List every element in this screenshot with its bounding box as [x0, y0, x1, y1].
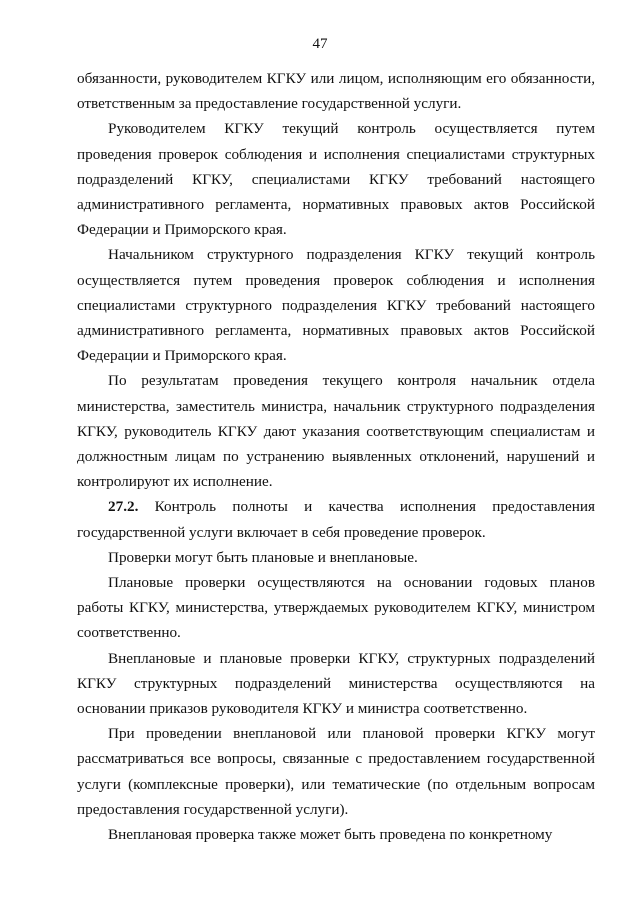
paragraph-text: Контроль полноты и качества исполнения предоставления государственной услуги включает в себя проведение проверок. — [77, 498, 596, 541]
paragraph-text: Внеплановые и плановые проверки КГКУ, структурных подразделений КГКУ структурных подразделений министерства осуществляются на основании приказов руководителя КГКУ и министра соответственно. — [77, 649, 595, 718]
paragraph-text: обязанности, руководителем КГКУ или лицом, исполняющим его обязанности, ответственным за предоставление государственной услуги. — [77, 70, 595, 113]
paragraph-division-control — [77, 242, 595, 368]
paragraph-text: При проведении внеплановой или плановой проверки КГКУ могут рассматриваться все вопросы, связанные с предоставлением государственной услуги (комплексные проверки), или тематические (по отдельным вопросам предоставления государственной услуги). — [77, 725, 595, 818]
paragraph-text: Внеплановая проверка также может быть проведена по конкретному — [108, 826, 553, 844]
paragraph-unplanned-specific — [77, 822, 595, 847]
paragraph-text: Руководителем КГКУ текущий контроль осуществляется путем проведения проверок соблюдения и исполнения специалистами структурных подразделений КГКУ, специалистами КГКУ требований настоящего административного регламента, нормативных правовых актов Российской Федерации и Приморского края. — [77, 120, 595, 239]
paragraph-control-results — [77, 368, 595, 494]
paragraph-text: Начальником структурного подразделения КГКУ текущий контроль осуществляется путем проведения проверок соблюдения и исполнения специалистами структурного подразделения КГКУ требований настоящего административного регламента, нормативных правовых актов Российской Федерации и Приморского края. — [77, 246, 595, 365]
page-number: 47 — [312, 36, 328, 52]
paragraph-text: Проверки могут быть плановые и внеплановые. — [108, 548, 418, 566]
paragraph-inspection-types — [77, 545, 595, 570]
paragraph-text: Плановые проверки осуществляются на основании годовых планов работы КГКУ, министерства, утверждаемых руководителем КГКУ, министром соответственно. — [77, 574, 595, 642]
paragraph-section-27-2 — [77, 494, 595, 544]
paragraph-planned-inspections — [77, 570, 595, 646]
document-body — [77, 66, 595, 847]
section-number: 27.2. — [108, 498, 139, 516]
paragraph-inspection-scope — [77, 721, 595, 822]
paragraph-text: По результатам проведения текущего контроля начальник отдела министерства, заместитель министра, начальник структурного подразделения КГКУ, руководитель КГКУ дают указания соответствующим специалистам и должностным лицам по устранению выявленных отклонений, нарушений и контролируют их исполнение. — [77, 372, 595, 491]
paragraph-unplanned-inspections — [77, 646, 595, 722]
paragraph-continuation — [77, 66, 595, 116]
paragraph-head-control — [77, 116, 595, 242]
